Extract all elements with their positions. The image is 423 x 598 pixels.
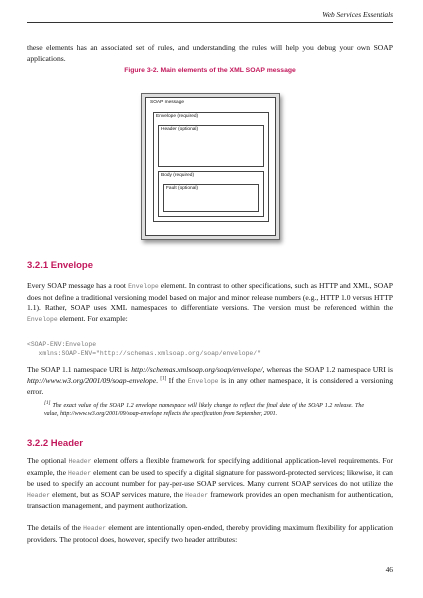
running-header: Web Services Essentials bbox=[322, 10, 393, 19]
text-run: element are intentionally open-ended, thereby providing maximum flexibility for application providers. The protocol does, however, specify two header attributes: bbox=[27, 523, 393, 544]
text-run: . bbox=[156, 375, 161, 385]
body-label: Body (required) bbox=[161, 173, 195, 178]
header-box bbox=[158, 125, 264, 167]
code-term: Header bbox=[83, 525, 107, 532]
text-run: The SOAP 1.1 namespace URI is bbox=[27, 365, 132, 374]
text-run: If the bbox=[166, 375, 188, 385]
envelope-code-line-1: <SOAP-ENV:Envelope bbox=[27, 341, 97, 348]
footnote-text: The exact value of the SOAP 1.2 envelope namespace will likely change to reflect the final date of the SOAP 1.2 release. The value, http://www.w3.org/2001/09/soap-envelope reflects the specification from September, 2001. bbox=[44, 403, 364, 417]
header-paragraph-2 bbox=[27, 523, 393, 545]
figure-caption: Figure 3-2. Main elements of the XML SOAP message bbox=[124, 67, 296, 74]
text-run: element offers a flexible framework for specifying additional application-level requirements. For example, the bbox=[27, 456, 393, 477]
section-heading-header: 3.2.2 Header bbox=[27, 438, 83, 449]
code-term: Header bbox=[68, 469, 92, 477]
footnote bbox=[44, 403, 364, 419]
code-term: Envelope bbox=[27, 315, 58, 323]
text-run: The details of the bbox=[27, 523, 84, 532]
text-run: element. In contrast to other specifications, such as HTTP and XML, SOAP does not define a traditional versioning model based on major and minor release numbers (e.g., HTTP 1.0 versus HTTP 1.1). Rather, SOAP uses XML namespaces to differentiate versions. The version must be referenced within the bbox=[27, 281, 393, 313]
namespace-uri: http://www.w3.org/2001/09/soap-envelope bbox=[27, 375, 157, 385]
footnote-ref[interactable]: [1] bbox=[160, 376, 167, 382]
text-run: element. For example: bbox=[57, 313, 128, 323]
body-box bbox=[158, 171, 264, 217]
soap-message-box bbox=[145, 97, 276, 236]
soap-message-figure bbox=[141, 93, 280, 240]
footnote-mark: [1] bbox=[44, 401, 51, 406]
code-term: Envelope bbox=[187, 377, 219, 385]
namespace-uri: http://schemas.xmlsoap.org/soap/envelope/ bbox=[131, 365, 263, 374]
envelope-label: Envelope (required) bbox=[156, 114, 199, 119]
section-heading-envelope: 3.2.1 Envelope bbox=[27, 260, 94, 271]
fault-box bbox=[163, 184, 259, 212]
page-number: 46 bbox=[385, 565, 393, 574]
envelope-paragraph bbox=[27, 281, 393, 325]
envelope-box bbox=[153, 112, 269, 222]
header-rule bbox=[27, 22, 393, 23]
soap-message-label: SOAP message bbox=[150, 100, 185, 105]
code-term: Header bbox=[68, 458, 92, 465]
text-run: Every SOAP message has a root bbox=[27, 281, 129, 290]
text-run: The optional bbox=[27, 456, 69, 465]
code-term: Envelope bbox=[128, 283, 159, 290]
header-label: Header (optional) bbox=[161, 127, 199, 132]
text-run: element, but as SOAP services mature, the bbox=[50, 489, 186, 499]
namespace-paragraph bbox=[27, 365, 393, 398]
envelope-code-line-2: xmlns:SOAP-ENV="http://schemas.xmlsoap.org/soap/envelope/" bbox=[27, 350, 261, 357]
code-term: Header bbox=[185, 491, 209, 499]
text-run: element can be used to specify a digital signature for password-protected services; likewise, it can be used to specify an account number for pay-per-use SOAP services. Many current SOAP services do not utilize the bbox=[27, 467, 393, 489]
code-term: Header bbox=[27, 491, 51, 499]
text-run: is in any other namespace, it is considered a versioning error. bbox=[27, 375, 393, 397]
intro-paragraph: these elements has an associated set of rules, and understanding the rules will help you debug your own SOAP applications. bbox=[27, 43, 393, 63]
header-paragraph-1 bbox=[27, 456, 393, 512]
text-run: framework provides an open mechanism for authentication, transaction management, and payment authorization. bbox=[27, 489, 393, 511]
text-run: , whereas the SOAP 1.2 namespace URI is bbox=[262, 365, 393, 374]
fault-label: Fault (optional) bbox=[166, 186, 198, 191]
